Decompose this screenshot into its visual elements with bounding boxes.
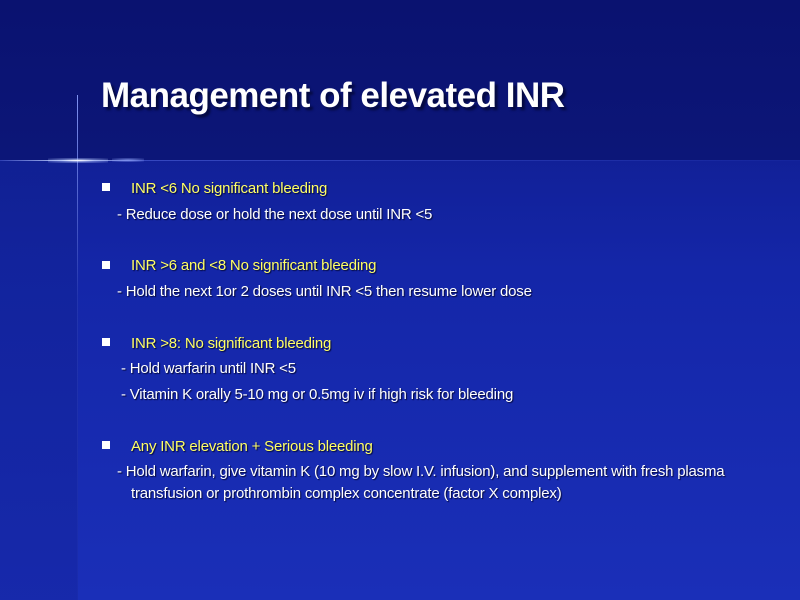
bullet-square-icon [102,338,110,346]
item-detail: transfusion or prothrombin complex concentrate (factor X complex) [131,485,562,502]
bullet-square-icon [102,261,110,269]
item-heading: INR >8: No significant bleeding [131,335,332,352]
item-heading: INR >6 and <8 No significant bleeding [131,257,377,274]
item-detail: - Vitamin K orally 5-10 mg or 0.5mg iv if high risk for bleeding [121,386,514,403]
bullet-square-icon [102,441,110,449]
bullet-square-icon [102,183,110,191]
item-detail: - Hold warfarin until INR <5 [121,360,296,377]
item-detail: - Hold warfarin, give vitamin K (10 mg by slow I.V. infusion), and supplement with fresh plasma [117,463,725,480]
item-heading: Any INR elevation + Serious bleeding [131,438,373,455]
item-detail: - Reduce dose or hold the next dose until INR <5 [117,206,433,223]
slide-title: Management of elevated INR [101,76,565,115]
item-heading: INR <6 No significant bleeding [131,180,328,197]
item-detail: - Hold the next 1or 2 doses until INR <5 then resume lower dose [117,283,532,300]
